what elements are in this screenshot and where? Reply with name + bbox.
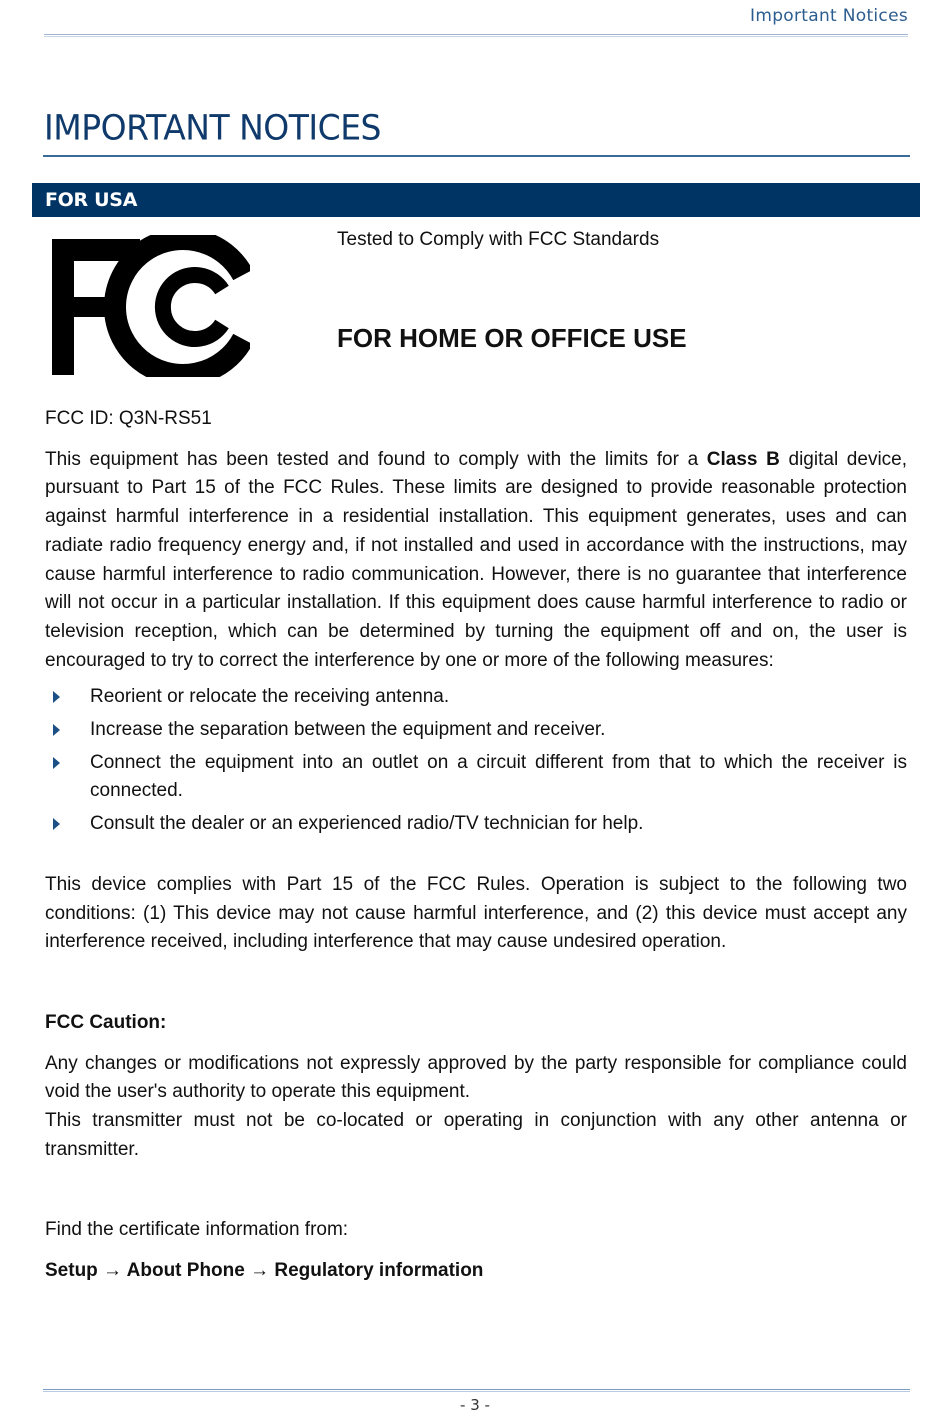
list-item — [45, 749, 907, 806]
list-item-text: Connect the equipment into an outlet on a circuit different from that to which the receiver is connected. — [90, 751, 907, 802]
fcc-id: FCC ID: Q3N-RS51 — [45, 408, 212, 429]
footer-divider — [43, 1389, 910, 1392]
header-divider — [44, 34, 908, 37]
section-header-bar — [32, 183, 920, 217]
bullet-arrow-icon — [53, 691, 60, 703]
bullet-arrow-icon — [53, 757, 60, 769]
compliance-text-end: digital device, pursuant to Part 15 of the FCC Rules. These limits are designed to provide reasonable protection against harmful interference in a residential installation. This equipment generates, uses and can radiate radio frequency energy and, if not installed and used in accordance with the instructions, may cause harmful interference to radio communication. However, there is no guarantee that interference will not occur in a particular installation. If this equipment does cause harmful interference to radio or television reception, which can be determined by turning the equipment off and on, the user is encouraged to try to correct the interference by one or more of the following measures: — [45, 448, 908, 671]
part15-paragraph: This device complies with Part 15 of the FCC Rules. Operation is subject to the following two conditions: (1) This device may not cause harmful interference, and (2) this device must accept any interference received, including interference that may cause undesired operation. — [45, 873, 907, 953]
notice-body — [45, 405, 907, 1286]
compliance-statement: Tested to Comply with FCC Standards — [337, 229, 660, 250]
caution-text-2: This transmitter must not be co-located or operating in conjunction with any other antenna or transmitter. — [45, 1110, 907, 1160]
certificate-path: Setup → About Phone → Regulatory information — [45, 1260, 484, 1282]
device-class: Class B — [706, 448, 780, 470]
list-item-text: Consult the dealer or an experienced radio/TV technician for help. — [90, 813, 644, 835]
list-item — [45, 683, 907, 712]
caution-heading: FCC Caution: — [45, 1011, 167, 1033]
list-item-text: Reorient or relocate the receiving antenna. — [90, 686, 450, 708]
list-item-text: Increase the separation between the equipment and receiver. — [90, 719, 606, 741]
compliance-text-start: This equipment has been tested and found to comply with the limits for a — [45, 448, 707, 470]
list-item — [45, 810, 907, 839]
fcc-logo-icon — [50, 235, 250, 377]
page-title: IMPORTANT NOTICES — [44, 107, 382, 148]
list-item — [45, 716, 907, 745]
section-title: FOR USA — [45, 189, 138, 211]
certificate-intro: Find the certificate information from: — [45, 1219, 349, 1241]
compliance-paragraph — [45, 446, 907, 676]
bullet-arrow-icon — [53, 818, 60, 830]
bullet-arrow-icon — [53, 724, 60, 736]
measures-list — [45, 683, 907, 839]
title-divider — [43, 155, 910, 157]
running-header: Important Notices — [750, 6, 908, 26]
page-number: - 3 - — [460, 1396, 490, 1414]
usage-heading: FOR HOME OR OFFICE USE — [337, 323, 687, 353]
caution-text-1: Any changes or modifications not expressly approved by the party responsible for compliance could void the user's authority to operate this equipment. — [45, 1052, 907, 1103]
